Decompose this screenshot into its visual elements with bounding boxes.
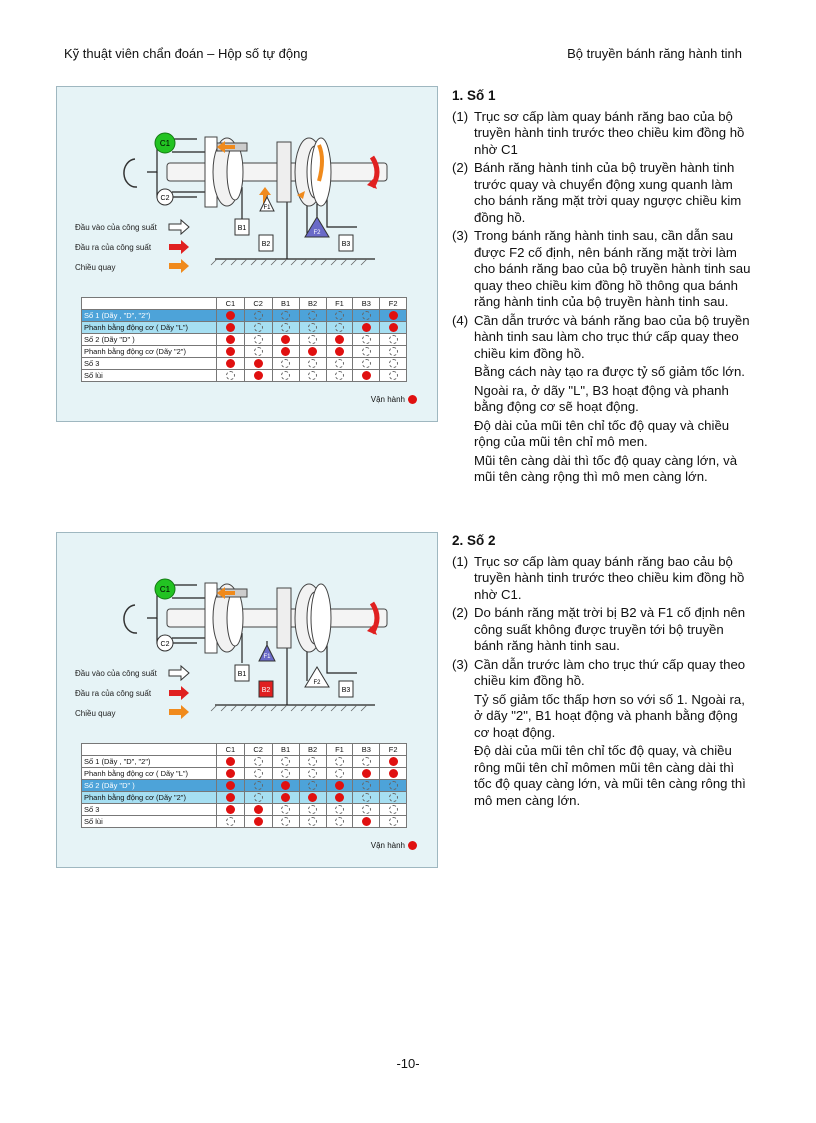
- item-text: Do bánh răng mặt trời bị B2 và F1 cố định nên công suất không được truyền tới bộ truyền bánh răng hành tinh sau.: [474, 605, 746, 653]
- van-hanh-dot: [408, 841, 417, 850]
- inactive-dot: [362, 757, 371, 766]
- label-f1: F1: [263, 654, 271, 660]
- inactive-dot: [254, 347, 263, 356]
- state-cell: [299, 816, 326, 828]
- label-c1: C1: [159, 139, 171, 148]
- item-number: (4): [452, 312, 469, 328]
- state-cell: [217, 756, 245, 768]
- label-b3: B3: [341, 241, 351, 248]
- active-dot: [281, 781, 290, 790]
- state-cell: [217, 346, 245, 358]
- inactive-dot: [362, 311, 371, 320]
- item-text: Bánh răng hành tinh của bộ truyền hành tinh trước quay và chuyển động xung quanh làm cho bánh răng mặt trời quay ngược chiều kim đồng hồ.: [474, 160, 742, 225]
- section-title: 1. Số 1: [452, 88, 496, 103]
- state-cell: [299, 780, 326, 792]
- state-cell: [353, 358, 380, 370]
- inactive-dot: [335, 805, 344, 814]
- list-item: [452, 313, 752, 363]
- active-dot: [226, 323, 235, 332]
- legend-input: Đầu vào của công suất: [75, 669, 157, 678]
- inactive-dot: [308, 323, 317, 332]
- row-label: Số lùi: [82, 816, 217, 828]
- state-cell: [380, 310, 407, 322]
- state-cell: [272, 756, 299, 768]
- inactive-dot: [389, 781, 398, 790]
- state-cell: [299, 346, 326, 358]
- list-item: [452, 605, 752, 655]
- state-cell: [326, 358, 353, 370]
- row-label: Số 1 (Dãy , "D", "2"): [82, 310, 217, 322]
- inactive-dot: [362, 805, 371, 814]
- note-paragraph: Ngoài ra, ở dãy "L", B3 hoạt động và phanh bằng động cơ sẽ hoạt động.: [474, 382, 729, 414]
- state-cell: [326, 780, 353, 792]
- state-cell: [326, 334, 353, 346]
- inactive-dot: [308, 817, 317, 826]
- legend-rotation: Chiều quay: [75, 263, 116, 272]
- inactive-dot: [335, 769, 344, 778]
- state-cell: [244, 804, 272, 816]
- gear-diagram-1: [57, 87, 437, 287]
- state-cell: [353, 310, 380, 322]
- state-cell: [380, 358, 407, 370]
- active-dot: [335, 347, 344, 356]
- state-cell: [326, 346, 353, 358]
- state-cell: [380, 756, 407, 768]
- state-cell: [217, 768, 245, 780]
- state-cell: [217, 792, 245, 804]
- active-dot: [254, 359, 263, 368]
- table-row: [82, 346, 407, 358]
- active-dot: [281, 347, 290, 356]
- active-dot: [362, 817, 371, 826]
- item-text: Trục sơ cấp làm quay bánh răng bao cảu bộ truyền hành tinh trước theo chiều kim đồng hồ nhờ C1.: [474, 553, 745, 602]
- item-text: Trục sơ cấp làm quay bánh răng bao của bộ truyền hành tinh trước theo chiều kim đồng hồ nhờ C1: [474, 108, 745, 157]
- state-cell: [380, 816, 407, 828]
- note-paragraph: Độ dài của mũi tên chỉ tốc độ quay, và chiều rông mũi tên chỉ mômen mũi tên càng dài thì tốc độ quay càng lớn, và mũi tên càng rông thì mô men càng lớn.: [474, 743, 746, 808]
- active-dot: [281, 793, 290, 802]
- state-cell: [353, 816, 380, 828]
- inactive-dot: [308, 757, 317, 766]
- inactive-dot: [281, 359, 290, 368]
- state-cell: [217, 322, 245, 334]
- active-dot: [308, 793, 317, 802]
- active-dot: [254, 805, 263, 814]
- active-dot: [362, 323, 371, 332]
- active-dot: [226, 359, 235, 368]
- item-number: (1): [452, 553, 469, 569]
- inactive-dot: [308, 805, 317, 814]
- inactive-dot: [335, 757, 344, 766]
- inactive-dot: [362, 347, 371, 356]
- inactive-dot: [308, 311, 317, 320]
- inactive-dot: [226, 817, 235, 826]
- list-item: [452, 228, 752, 311]
- note-paragraph: Độ dài của mũi tên chỉ tốc độ quay và chiều rộng của mũi tên chỉ mô men.: [474, 417, 730, 449]
- note-paragraph: Tỷ số giảm tốc thấp hơn so với số 1. Ngoài ra, ở dãy "2", B1 hoạt động và phanh bằng động cơ hoạt động.: [474, 691, 745, 740]
- page-number: -10-: [396, 1056, 420, 1071]
- operation-table: [81, 743, 407, 828]
- active-dot: [335, 335, 344, 344]
- state-cell: [299, 370, 326, 382]
- header-right: Bộ truyền bánh răng hành tinh: [567, 46, 742, 61]
- active-dot: [226, 793, 235, 802]
- active-dot: [362, 769, 371, 778]
- inactive-dot: [308, 781, 317, 790]
- item-number: (3): [452, 228, 469, 243]
- inactive-dot: [308, 359, 317, 368]
- row-label: Phanh bằng động cơ ( Dãy "L"): [82, 768, 217, 780]
- label-c2: C2: [160, 641, 170, 648]
- inactive-dot: [254, 781, 263, 790]
- inactive-dot: [335, 323, 344, 332]
- state-cell: [244, 792, 272, 804]
- inactive-dot: [362, 359, 371, 368]
- list-item: [452, 160, 752, 226]
- van-hanh-legend: [371, 841, 417, 850]
- table-row: [82, 780, 407, 792]
- state-cell: [244, 768, 272, 780]
- table-row: [82, 768, 407, 780]
- active-dot: [308, 347, 317, 356]
- inactive-dot: [389, 347, 398, 356]
- inactive-dot: [254, 323, 263, 332]
- state-cell: [272, 346, 299, 358]
- inactive-dot: [335, 311, 344, 320]
- state-cell: [353, 768, 380, 780]
- active-dot: [226, 347, 235, 356]
- van-hanh-dot: [408, 395, 417, 404]
- figure-gear-2: [56, 532, 438, 868]
- column-header: B3: [353, 298, 380, 310]
- state-cell: [217, 358, 245, 370]
- table-row: [82, 792, 407, 804]
- row-label: Số 3: [82, 804, 217, 816]
- inactive-dot: [254, 311, 263, 320]
- state-cell: [380, 792, 407, 804]
- active-dot: [226, 781, 235, 790]
- state-cell: [244, 780, 272, 792]
- item-text: Trong bánh răng hành tinh sau, cần dẫn sau được F2 cố định, nên bánh răng mặt trời làm cho bánh răng bao của bộ truyền hành tinh sau quay theo chiều kim đồng hồ thông qua bánh răng hành tinh của bộ truyền hành tinh sau.: [474, 228, 751, 309]
- column-header: B1: [272, 298, 299, 310]
- column-header: C1: [217, 298, 245, 310]
- table-row: [82, 358, 407, 370]
- inactive-dot: [281, 757, 290, 766]
- state-cell: [326, 370, 353, 382]
- item-text: Cần dẫn trước làm cho trục thứ cấp quay theo chiều kim đồng hồ.: [474, 656, 746, 688]
- state-cell: [326, 768, 353, 780]
- label-f2: F2: [313, 680, 321, 686]
- state-cell: [326, 322, 353, 334]
- active-dot: [226, 311, 235, 320]
- list-item: [452, 109, 752, 159]
- column-header: B3: [353, 744, 380, 756]
- state-cell: [244, 322, 272, 334]
- state-cell: [244, 358, 272, 370]
- active-dot: [226, 769, 235, 778]
- header-left: Kỹ thuật viên chẩn đoán – Hộp số tự động: [64, 46, 308, 61]
- inactive-dot: [362, 335, 371, 344]
- inactive-dot: [335, 359, 344, 368]
- active-dot: [254, 371, 263, 380]
- note-paragraph: Bằng cách này tạo ra được tỷ số giảm tốc lớn.: [474, 364, 745, 379]
- state-cell: [299, 322, 326, 334]
- state-cell: [217, 804, 245, 816]
- state-cell: [326, 310, 353, 322]
- table-row: [82, 322, 407, 334]
- active-dot: [226, 805, 235, 814]
- state-cell: [217, 370, 245, 382]
- column-header: B1: [272, 744, 299, 756]
- row-label: Số lùi: [82, 370, 217, 382]
- inactive-dot: [362, 781, 371, 790]
- state-cell: [272, 370, 299, 382]
- state-cell: [299, 756, 326, 768]
- item-number: (2): [452, 605, 469, 620]
- inactive-dot: [389, 793, 398, 802]
- state-cell: [217, 816, 245, 828]
- label-b3: B3: [341, 687, 351, 694]
- inactive-dot: [254, 793, 263, 802]
- inactive-dot: [389, 805, 398, 814]
- state-cell: [272, 310, 299, 322]
- table-row: [82, 310, 407, 322]
- inactive-dot: [308, 335, 317, 344]
- state-cell: [380, 804, 407, 816]
- state-cell: [380, 780, 407, 792]
- row-label: Số 2 (Dãy "D" ): [82, 780, 217, 792]
- state-cell: [244, 346, 272, 358]
- label-f2: F2: [313, 230, 321, 236]
- inactive-dot: [226, 371, 235, 380]
- legend-input: Đầu vào của công suất: [75, 223, 157, 232]
- legend-rotation: Chiều quay: [75, 709, 116, 718]
- column-header: C2: [244, 298, 272, 310]
- column-header: C2: [244, 744, 272, 756]
- state-cell: [380, 334, 407, 346]
- state-cell: [272, 804, 299, 816]
- label-c2: C2: [160, 195, 170, 202]
- row-label: Phanh bằng động cơ ( Dãy "L"): [82, 322, 217, 334]
- state-cell: [353, 780, 380, 792]
- inactive-dot: [389, 817, 398, 826]
- state-cell: [380, 346, 407, 358]
- active-dot: [335, 781, 344, 790]
- inactive-dot: [335, 371, 344, 380]
- inactive-dot: [389, 335, 398, 344]
- state-cell: [353, 804, 380, 816]
- state-cell: [217, 334, 245, 346]
- inactive-dot: [389, 359, 398, 368]
- legend-output: Đầu ra của công suất: [75, 243, 152, 252]
- label-f1: F1: [263, 205, 271, 211]
- column-header: C1: [217, 744, 245, 756]
- item-text: Cần dẫn trước và bánh răng bao của bộ truyền hành tinh sau làm cho trục thứ cấp quay theo chiều kim đồng hồ.: [474, 312, 750, 361]
- state-cell: [272, 358, 299, 370]
- state-cell: [353, 322, 380, 334]
- state-cell: [326, 804, 353, 816]
- state-cell: [299, 804, 326, 816]
- item-number: (1): [452, 108, 469, 124]
- state-cell: [272, 322, 299, 334]
- table-row: [82, 756, 407, 768]
- inactive-dot: [281, 805, 290, 814]
- state-cell: [353, 792, 380, 804]
- label-b2: B2: [261, 687, 271, 694]
- van-hanh-legend: [371, 395, 417, 404]
- table-row: [82, 370, 407, 382]
- inactive-dot: [389, 371, 398, 380]
- item-number: (2): [452, 160, 469, 175]
- column-header: B2: [299, 298, 326, 310]
- state-cell: [244, 310, 272, 322]
- active-dot: [335, 793, 344, 802]
- inactive-dot: [308, 769, 317, 778]
- state-cell: [299, 310, 326, 322]
- table-row: [82, 816, 407, 828]
- state-cell: [353, 756, 380, 768]
- state-cell: [272, 334, 299, 346]
- active-dot: [389, 757, 398, 766]
- active-dot: [362, 371, 371, 380]
- state-cell: [353, 370, 380, 382]
- active-dot: [389, 769, 398, 778]
- operation-table: [81, 297, 407, 382]
- inactive-dot: [254, 769, 263, 778]
- inactive-dot: [281, 311, 290, 320]
- label-c1: C1: [159, 585, 171, 594]
- section-so-1: [452, 88, 752, 488]
- inactive-dot: [254, 757, 263, 766]
- state-cell: [326, 792, 353, 804]
- table-row: [82, 334, 407, 346]
- label-b1: B1: [237, 225, 247, 232]
- state-cell: [299, 768, 326, 780]
- inactive-dot: [281, 769, 290, 778]
- state-cell: [326, 816, 353, 828]
- column-header: F1: [326, 744, 353, 756]
- list-item: [452, 657, 752, 690]
- state-cell: [353, 334, 380, 346]
- state-cell: [272, 768, 299, 780]
- state-cell: [326, 756, 353, 768]
- state-cell: [380, 370, 407, 382]
- active-dot: [226, 757, 235, 766]
- label-b2: B2: [261, 241, 271, 248]
- active-dot: [254, 817, 263, 826]
- item-number: (3): [452, 656, 469, 672]
- state-cell: [380, 768, 407, 780]
- section-so-2: [452, 533, 752, 811]
- row-label: Số 3: [82, 358, 217, 370]
- inactive-dot: [281, 323, 290, 332]
- section-title: 2. Số 2: [452, 533, 496, 548]
- active-dot: [281, 335, 290, 344]
- row-label: Phanh bằng động cơ (Dãy "2"): [82, 792, 217, 804]
- gear-diagram-2: [57, 533, 437, 733]
- van-hanh-label: Vận hành: [370, 395, 405, 404]
- legend-output: Đầu ra của công suất: [75, 689, 152, 698]
- state-cell: [217, 780, 245, 792]
- inactive-dot: [281, 371, 290, 380]
- inactive-dot: [308, 371, 317, 380]
- active-dot: [226, 335, 235, 344]
- state-cell: [299, 334, 326, 346]
- state-cell: [244, 756, 272, 768]
- state-cell: [299, 792, 326, 804]
- active-dot: [389, 311, 398, 320]
- inactive-dot: [335, 817, 344, 826]
- state-cell: [244, 334, 272, 346]
- state-cell: [272, 816, 299, 828]
- state-cell: [217, 310, 245, 322]
- state-cell: [244, 370, 272, 382]
- active-dot: [389, 323, 398, 332]
- state-cell: [272, 780, 299, 792]
- inactive-dot: [254, 335, 263, 344]
- inactive-dot: [362, 793, 371, 802]
- row-label: Số 1 (Dãy , "D", "2"): [82, 756, 217, 768]
- state-cell: [380, 322, 407, 334]
- note-paragraph: Mũi tên càng dài thì tốc độ quay càng lớn, và mũi tên càng rộng thì mô men càng lớn.: [474, 452, 738, 484]
- column-header: F2: [380, 298, 407, 310]
- state-cell: [353, 346, 380, 358]
- column-header: B2: [299, 744, 326, 756]
- inactive-dot: [281, 817, 290, 826]
- van-hanh-label: Vận hành: [370, 841, 405, 850]
- state-cell: [299, 358, 326, 370]
- table-row: [82, 804, 407, 816]
- column-header: F2: [380, 744, 407, 756]
- list-item: [452, 554, 752, 604]
- figure-gear-1: [56, 86, 438, 422]
- row-label: Số 2 (Dãy "D" ): [82, 334, 217, 346]
- label-b1: B1: [237, 671, 247, 678]
- state-cell: [244, 816, 272, 828]
- state-cell: [272, 792, 299, 804]
- column-header: F1: [326, 298, 353, 310]
- row-label: Phanh bằng động cơ (Dãy "2"): [82, 346, 217, 358]
